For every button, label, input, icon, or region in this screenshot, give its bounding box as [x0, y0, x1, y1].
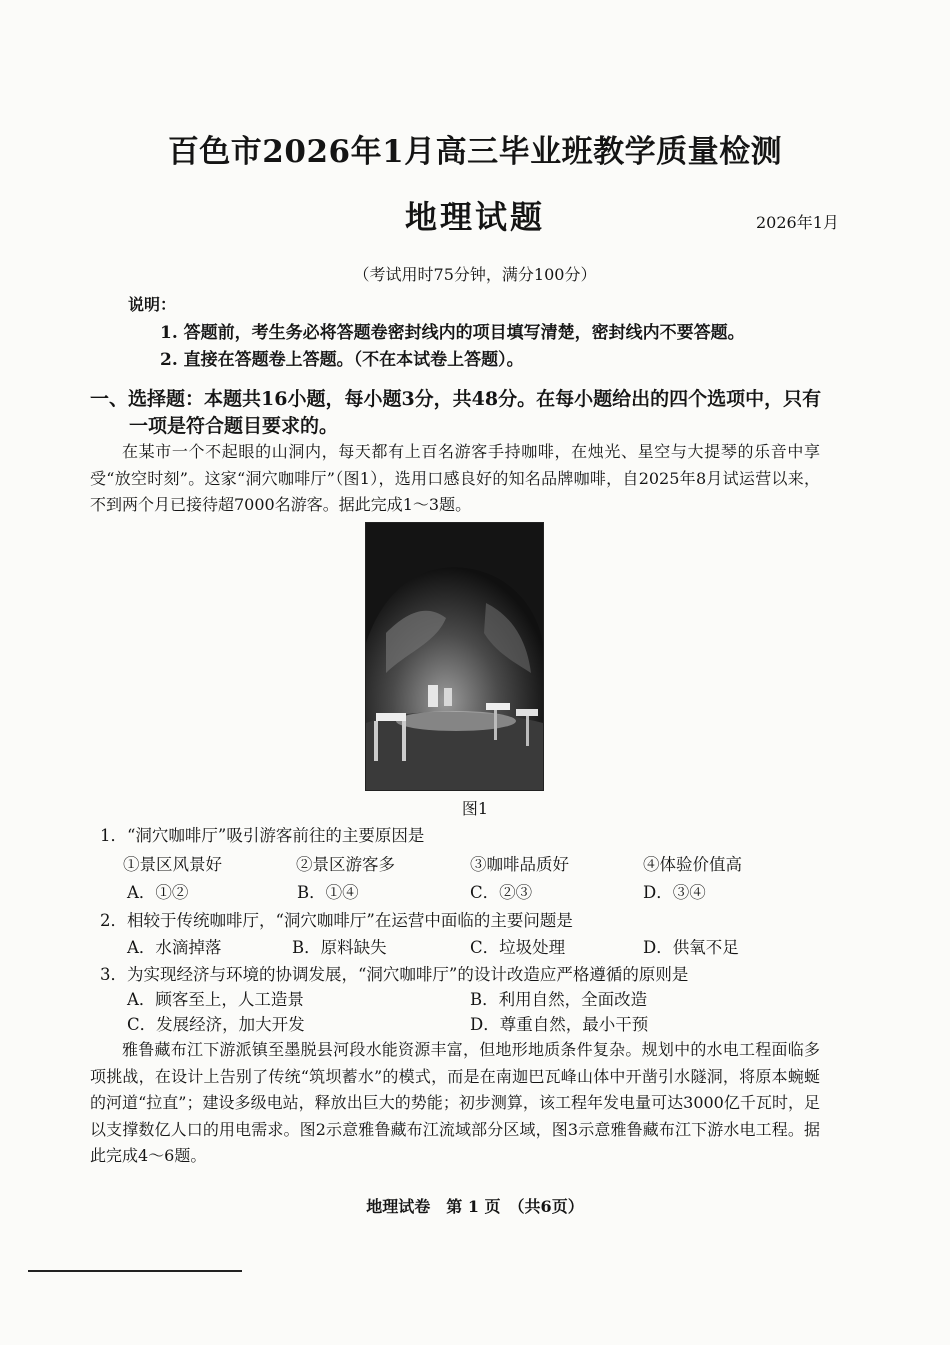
q3-option-a: A．顾客至上，人工造景	[127, 990, 304, 1009]
subject-title: 地理试题	[404, 198, 545, 236]
q2-option-c: C．垃圾处理	[470, 938, 566, 957]
page-footer: 地理试卷 第 1 页 （共6页）	[366, 1197, 584, 1216]
question-1-stem: 1．“洞穴咖啡厅”吸引游客前往的主要原因是	[100, 826, 425, 845]
q3-option-b: B．利用自然，全面改造	[470, 990, 648, 1009]
q1-item-4: ④体验价值高	[643, 855, 742, 874]
notes-label: 说明：	[128, 295, 177, 314]
q1-option-d: D．③④	[643, 883, 706, 902]
passage-2: 雅鲁藏布江下游派镇至墨脱县河段水能资源丰富，但地形地质条件复杂。规划中的水电工程面临多项挑战，在设计上告别了传统“筑坝蓄水”的模式，而是在南迦巴瓦峰山体中开凿引水隧洞，将原本蜿蜒的河道“拉直”；建设多级电站，释放出巨大的势能；初步测算，该工程年发电量可达3000亿千瓦时，足以支撑数亿人口的用电需求。图2示意雅鲁藏布江流域部分区域，图3示意雅鲁藏布江下游水电工程。据此完成4～6题。	[90, 1040, 820, 1165]
exam-date: 2026年1月	[756, 213, 839, 232]
question-3-stem: 3．为实现经济与环境的协调发展，“洞穴咖啡厅”的设计改造应严格遵循的原则是	[100, 965, 689, 984]
section-heading-cont: 一项是符合题目要求的。	[129, 415, 339, 437]
passage-1: 在某市一个不起眼的山洞内，每天都有上百名游客手持咖啡，在烛光、星空与大提琴的乐音中享受“放空时刻”。这家“洞穴咖啡厅”（图1），选用口感良好的知名品牌咖啡，自2025年8月试运营以来，不到两个月已接待超7000名游客。据此完成1～3题。	[90, 442, 820, 514]
exam-duration: （考试用时75分钟，满分100分）	[353, 265, 597, 284]
q3-option-c: C．发展经济，加大开发	[127, 1015, 305, 1034]
note-item-2: 2. 直接在答题卷上答题。（不在本试卷上答题）。	[160, 350, 524, 370]
bottom-rule	[28, 1270, 242, 1272]
q1-item-3: ③咖啡品质好	[470, 855, 569, 874]
question-2-stem: 2．相较于传统咖啡厅，“洞穴咖啡厅”在运营中面临的主要问题是	[100, 911, 573, 930]
q1-option-c: C．②③	[470, 883, 533, 902]
q1-item-2: ②景区游客多	[296, 855, 395, 874]
section-heading: 一、选择题：本题共16小题，每小题3分，共48分。在每小题给出的四个选项中，只有	[90, 388, 822, 410]
figure-1-caption: 图1	[461, 799, 489, 818]
q1-option-b: B．①④	[297, 883, 359, 902]
figure-1-cave-cafe-photo	[365, 522, 544, 791]
q3-option-d: D．尊重自然，最小干预	[470, 1015, 649, 1034]
note-item-1: 1. 答题前，考生务必将答题卷密封线内的项目填写清楚，密封线内不要答题。	[160, 323, 745, 343]
exam-title: 百色市2026年1月高三毕业班教学质量检测	[167, 134, 783, 170]
q2-option-d: D．供氧不足	[643, 938, 739, 957]
q2-option-a: A．水滴掉落	[127, 938, 222, 957]
q1-option-a: A．①②	[127, 883, 189, 902]
q1-item-1: ①景区风景好	[123, 855, 222, 874]
q2-option-b: B．原料缺失	[292, 938, 387, 957]
